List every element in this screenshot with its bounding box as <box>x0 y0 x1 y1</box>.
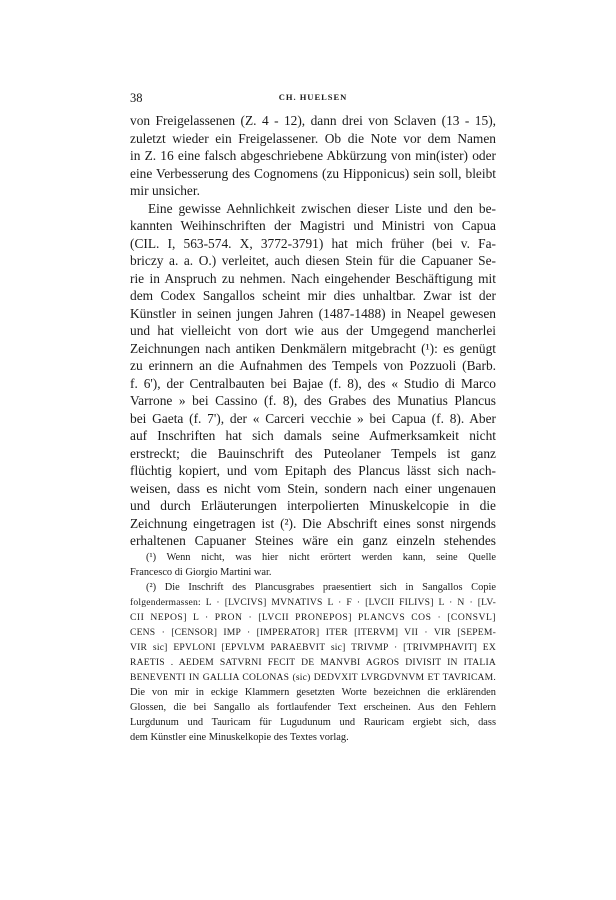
footnote-line: Lurgdunum und Tauricam für Lugudunum und Rauricam ergiebt sich, dass <box>130 717 496 728</box>
page-number: 38 <box>130 91 143 105</box>
body-line: Eine gewisse Aehnlichkeit zwischen dieser Liste und den be- <box>148 200 496 216</box>
body-line: kannten Weihinschriften der Magistri und Ministri von Capua <box>130 218 496 233</box>
body-line: von Freigelassenen (Z. 4 - 12), dann drei von Sclaven (13 - 15), <box>130 113 496 128</box>
footnote-line: VIR sic] EPVLONI [EPVLVM PARAEBVIT sic] TRIVMP · [TRIVMPHAVIT] EX <box>130 642 496 653</box>
footnote-line: dem Künstler eine Minuskelkopie des Textes vorlag. <box>130 732 349 743</box>
body-line: eine Verbesserung des Cognomens (zu Hipponicus) sein soll, bleibt <box>130 165 496 181</box>
body-line: erhaltenen Capuaner Steines wäre ein ganz einzeln stehendes <box>130 533 496 548</box>
footnote-line: CII NEPOS] L · PRON · [LVCII PRONEPOS] PLANCVS COS · [CONSVL] <box>130 612 496 623</box>
body-line: rie in Anspruch zu nehmen. Nach eingehender Beschäftigung mit <box>130 270 496 286</box>
body-line: briczy a. a. O.) verleitet, auch diesen Stein für die Capuaner Se- <box>130 253 496 268</box>
body-line: bei Gaeta (f. 7'), der « Carceri vecchie » bei Capua (f. 8). Aber <box>130 410 496 426</box>
body-line: (CIL. I, 563-574. X, 3772-3791) hat mich früher (bei v. Fa- <box>130 235 496 251</box>
body-line: weisen, dass es nicht vom Stein, sondern nach einer ungenauen <box>130 480 496 496</box>
footnote-line: BENEVENTI IN GALLIA COLONAS (sic) DEDVXIT LVRGDVNVM ET TAVRICAM. <box>130 672 496 683</box>
body-line: Zeichnung eingetragen ist (²). Die Abschrift eines sonst nirgends <box>130 515 496 531</box>
body-line: und durch Erläuterungen interpolierten Minuskelcopie in die <box>130 498 496 513</box>
body-line: flüchtig kopiert, und vom Epitaph des Plancus lässt sich nach- <box>130 463 496 478</box>
body-line: Zeichnungen nach antiken Denkmälern mitgebracht (¹): es genügt <box>130 340 496 356</box>
footnote-line: Glossen, die bei Sangallo als fortlaufender Text erscheinen. Aus den Fehlern <box>130 702 496 713</box>
body-line: zuletzt wieder ein Freigelassener. Ob die Note vor dem Namen <box>130 130 496 146</box>
body-line: dem Codex Sangallos scheint mir dies unhaltbar. Zwar ist der <box>130 288 496 303</box>
footnote-line: Die von mir in eckige Klammern gesetzten Worte bezeichnen die erklärenden <box>130 687 496 698</box>
footnote-line: Francesco di Giorgio Martini war. <box>130 567 272 578</box>
body-line: zu erinnern an die Aufnahmen des Tempels von Pozzuoli (Barb. <box>130 358 496 373</box>
body-line: erstreckt; die Bauinschrift des Puteolaner Tempels ist ganz <box>130 445 496 461</box>
body-line: in Z. 16 eine falsch abgeschriebene Abkürzung von min(ister) oder <box>130 148 496 163</box>
running-head: CH. HUELSEN <box>278 92 348 102</box>
page-header <box>130 91 496 107</box>
body-line: Varrone » bei Cassino (f. 8), des Grabes des Munatius Plancus <box>130 393 496 408</box>
footnote-line: (²) Die Inschrift des Plancusgrabes praesentiert sich in Sangallos Copie <box>146 582 496 593</box>
footnotes <box>130 550 496 745</box>
footnote-line: CENS · [CENSOR] IMP · [IMPERATOR] ITER [ITERVM] VII · VIR [SEPEM- <box>130 627 496 638</box>
footnote-line: folgendermassen: L · [LVCIVS] MVNATIVS L · F · [LVCII FILIVS] L · N · [LV- <box>130 597 496 608</box>
footnote-line: (¹) Wenn nicht, was hier nicht erörtert werden kann, seine Quelle <box>146 552 496 563</box>
body-line: mir unsicher. <box>130 183 200 198</box>
body-text <box>130 112 496 550</box>
body-line: auf Inschriften hat sich damals seine Aufmerksamkeit nicht <box>130 428 496 443</box>
body-line: Künstler in seinen jungen Jahren (1487-1488) in Neapel gewesen <box>130 305 496 321</box>
footnote-line: RAETIS . AEDEM SATVRNI FECIT DE MANVBI AGROS DIVISIT IN ITALIA <box>130 657 496 668</box>
body-line: f. 6'), der Centralbauten bei Bajae (f. 8), des « Studio di Marco <box>130 375 496 391</box>
body-line: und hat vielleicht von dort wie aus der Umgegend mancherlei <box>130 323 496 338</box>
